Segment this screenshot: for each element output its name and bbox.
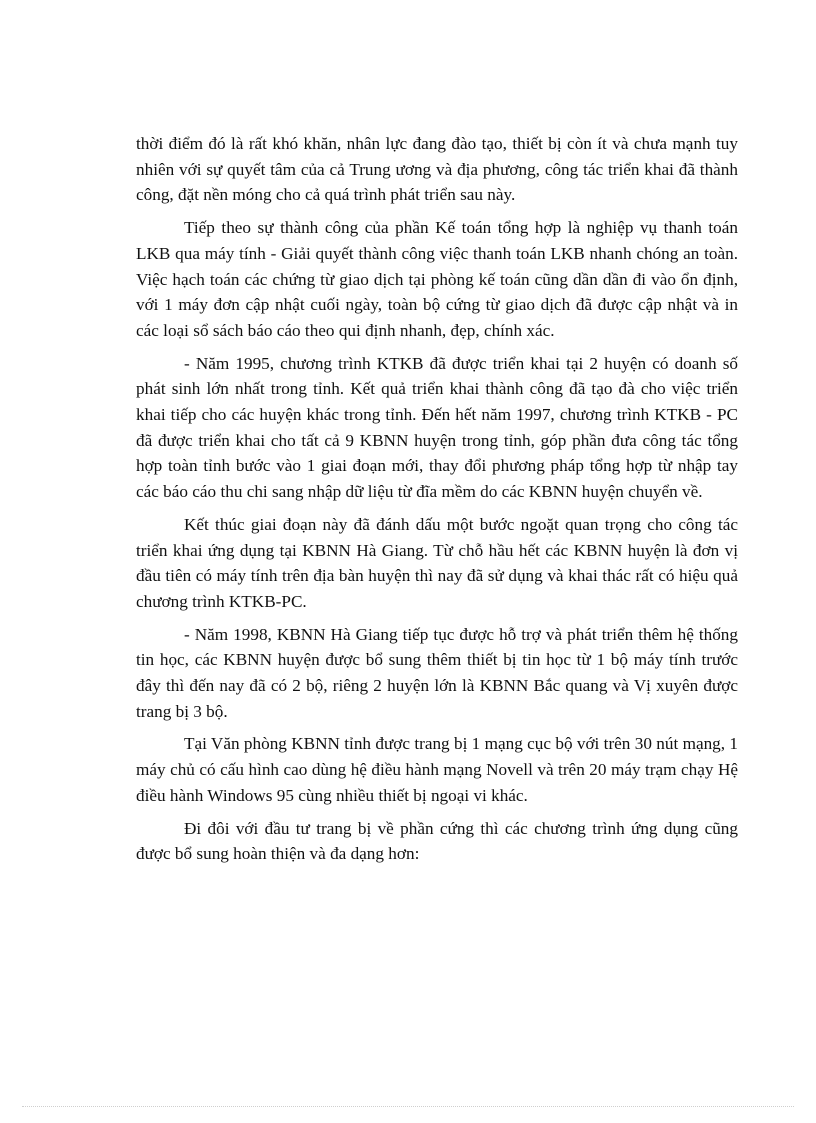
paragraph-5: - Năm 1998, KBNN Hà Giang tiếp tục được hỗ trợ và phát triển thêm hệ thống tin học, các KBNN huyện được bổ sung thêm thiết bị tin học từ 1 bộ máy tính trước đây thì đến nay đã có 2 bộ, riêng 2 huyện lớn là KBNN Bắc quang và Vị xuyên được trang bị 3 bộ. — [136, 624, 738, 721]
paragraph-1: thời điểm đó là rất khó khăn, nhân lực đang đào tạo, thiết bị còn ít và chưa mạnh tuy nhiên với sự quyết tâm của cả Trung ương và địa phương, công tác triển khai đã thành công, đặt nền móng cho cả quá trình phát triển sau này. — [136, 134, 738, 205]
paragraph-3: - Năm 1995, chương trình KTKB đã được triển khai tại 2 huyện có doanh số phát sinh lớn nhất trong tỉnh. Kết quả triển khai thành công đã tạo đà cho việc triển khai tiếp cho các huyện khác trong tỉnh. Đến hết năm 1997, chương trình KTKB - PC đã được triển khai cho tất cả 9 KBNN huyện trong tỉnh, góp phần đưa công tác tổng hợp toàn tỉnh bước vào 1 giai đoạn mới, thay đổi phương pháp tổng hợp từ nhập tay các báo cáo thu chi sang nhập dữ liệu từ đĩa mềm do các KBNN huyện chuyển về. — [136, 353, 738, 502]
paragraph-4: Kết thúc giai đoạn này đã đánh dấu một bước ngoặt quan trọng cho công tác triển khai ứng dụng tại KBNN Hà Giang. Từ chỗ hầu hết các KBNN huyện là đơn vị đầu tiên có máy tính trên địa bàn huyện thì nay đã sử dụng và khai thác rất có hiệu quả chương trình KTKB-PC. — [136, 514, 738, 611]
paragraph-2: Tiếp theo sự thành công của phần Kế toán tổng hợp là nghiệp vụ thanh toán LKB qua máy tính - Giải quyết thành công việc thanh toán LKB nhanh chóng an toàn. Việc hạch toán các chứng từ giao dịch tại phòng kế toán cũng dần dần đi vào ổn định, với 1 máy đơn cập nhật cuối ngày, toàn bộ cứng từ giao dịch đã được cập nhật và in các loại sổ sách báo cáo theo qui định nhanh, đẹp, chính xác. — [136, 218, 738, 340]
document-body — [136, 131, 738, 874]
page-bottom-rule — [22, 1106, 794, 1107]
paragraph-7: Đi đôi với đầu tư trang bị về phần cứng thì các chương trình ứng dụng cũng được bổ sung hoàn thiện và đa dạng hơn: — [136, 818, 738, 864]
paragraph-6: Tại Văn phòng KBNN tỉnh được trang bị 1 mạng cục bộ với trên 30 nút mạng, 1 máy chủ có cấu hình cao dùng hệ điều hành mạng Novell và trên 20 máy trạm chạy Hệ điều hành Windows 95 cùng nhiều thiết bị ngoại vi khác. — [136, 734, 738, 805]
